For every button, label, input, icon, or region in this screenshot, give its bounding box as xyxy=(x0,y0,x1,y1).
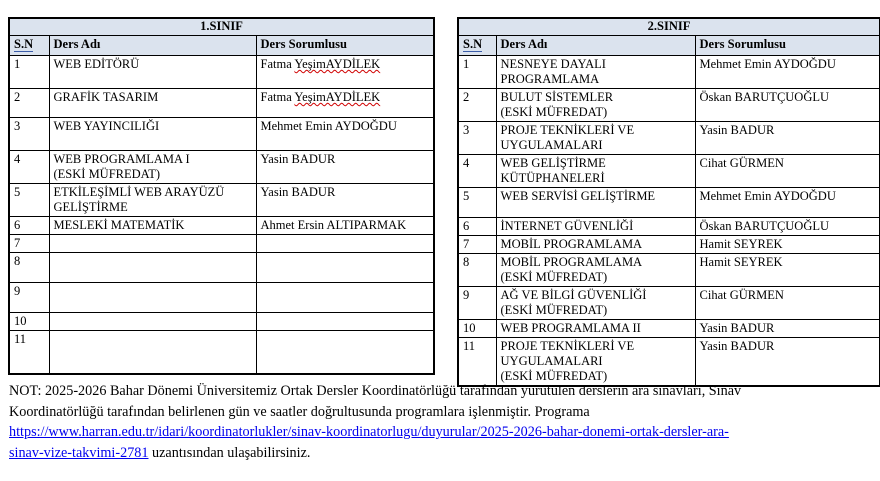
instructor-name: Hamit SEYREK xyxy=(699,255,783,269)
course-name-cell xyxy=(49,253,256,283)
column-header-course: Ders Adı xyxy=(496,36,695,56)
note-link-line-1 xyxy=(9,422,875,443)
course-name-cell xyxy=(496,320,695,338)
row-number: 2 xyxy=(463,90,470,104)
table-row xyxy=(458,188,880,218)
instructor-cell xyxy=(695,338,880,387)
course-name-line: (ESKİ MÜFREDAT) xyxy=(500,105,608,119)
table-body xyxy=(9,56,434,374)
note-paragraph xyxy=(9,381,875,463)
row-number-cell xyxy=(458,236,496,254)
instructor-name: Yasin BADUR xyxy=(699,123,775,137)
row-number: 6 xyxy=(463,219,470,233)
course-name-cell xyxy=(496,218,695,236)
table-row xyxy=(9,151,434,184)
table-row xyxy=(9,283,434,313)
course-name-line: WEB YAYINCILIĞI xyxy=(53,119,160,133)
table-row xyxy=(458,320,880,338)
course-name-cell xyxy=(496,338,695,387)
instructor-cell xyxy=(695,122,880,155)
course-name-cell xyxy=(49,313,256,331)
course-name-cell xyxy=(49,89,256,118)
course-name-line: BULUT SİSTEMLER xyxy=(500,90,614,104)
row-number-cell xyxy=(458,188,496,218)
table-2-sinif xyxy=(457,17,880,387)
row-number: 11 xyxy=(14,332,27,346)
course-name-line: PROJE TEKNİKLERİ VE xyxy=(500,123,635,137)
instructor-name: Ahmet Ersin ALTIPARMAK xyxy=(260,218,407,232)
row-number-cell xyxy=(9,89,49,118)
row-number: 9 xyxy=(14,284,21,298)
course-name-line: PROGRAMLAMA xyxy=(500,72,600,86)
instructor-cell xyxy=(256,118,434,151)
table-row xyxy=(458,338,880,387)
row-number: 9 xyxy=(463,288,470,302)
course-name-cell xyxy=(49,56,256,89)
row-number: 2 xyxy=(14,90,21,104)
instructor-cell xyxy=(256,331,434,374)
instructor-name: Cihat GÜRMEN xyxy=(699,156,784,170)
instructor-cell xyxy=(256,217,434,235)
row-number-cell xyxy=(9,151,49,184)
course-name-cell xyxy=(496,254,695,287)
row-number: 6 xyxy=(14,218,21,232)
instructor-name: Fatma xyxy=(260,90,295,104)
table-row xyxy=(9,89,434,118)
table-row xyxy=(458,287,880,320)
instructor-name: Yasin BADUR xyxy=(699,339,775,353)
note-text-line-1: NOT: 2025-2026 Bahar Dönemi Üniversitemiz Ortak Dersler Koordinatörlüğü tarafından yürütülen derslerin ara sınavları, Sınav xyxy=(9,383,742,399)
row-number-cell xyxy=(458,320,496,338)
table-row xyxy=(9,56,434,89)
row-number-cell xyxy=(458,338,496,387)
row-number: 3 xyxy=(463,123,470,137)
course-name-cell xyxy=(49,151,256,184)
course-name-line: (ESKİ MÜFREDAT) xyxy=(500,369,608,383)
instructor-name: Öskan BARUTÇUOĞLU xyxy=(699,90,830,104)
table-row xyxy=(9,118,434,151)
row-number-cell xyxy=(9,56,49,89)
course-name-line: GELİŞTİRME xyxy=(53,200,128,214)
instructor-name: Öskan BARUTÇUOĞLU xyxy=(699,219,830,233)
row-number: 3 xyxy=(14,119,21,133)
announcement-link[interactable]: https://www.harran.edu.tr/idari/koordinatorlukler/sinav-koordinatorlugu/duyurular/2025-2026-bahar-donemi-ortak-dersler-ara- xyxy=(9,424,729,440)
course-name-line: (ESKİ MÜFREDAT) xyxy=(53,167,161,181)
instructor-name-misspelled: YeşimAYDİLEK xyxy=(294,57,381,71)
table-title: 2.SINIF xyxy=(458,18,880,36)
instructor-cell xyxy=(256,184,434,217)
row-number: 1 xyxy=(14,57,21,71)
row-number-cell xyxy=(458,56,496,89)
instructor-cell xyxy=(695,320,880,338)
announcement-link[interactable]: sinav-vize-takvimi-2781 xyxy=(9,444,149,461)
course-name-line: WEB SERVİSİ GELİŞTİRME xyxy=(500,189,656,203)
row-number-cell xyxy=(9,283,49,313)
row-number: 8 xyxy=(463,255,470,269)
table-row xyxy=(458,155,880,188)
table-row xyxy=(458,56,880,89)
course-name-line: KÜTÜPHANELERİ xyxy=(500,171,605,185)
instructor-name: Mehmet Emin AYDOĞDU xyxy=(699,189,836,203)
instructor-name: Hamit SEYREK xyxy=(699,237,783,251)
row-number: 5 xyxy=(14,185,21,199)
table-row xyxy=(458,254,880,287)
instructor-cell xyxy=(256,283,434,313)
table-row xyxy=(9,217,434,235)
table-row xyxy=(458,236,880,254)
row-number: 5 xyxy=(463,189,470,203)
instructor-name: Yasin BADUR xyxy=(260,152,336,166)
row-number-cell xyxy=(9,118,49,151)
instructor-name: Mehmet Emin AYDOĞDU xyxy=(699,57,836,71)
table-1-sinif xyxy=(8,17,435,375)
row-number-cell xyxy=(9,217,49,235)
course-name-line: WEB PROGRAMLAMA II xyxy=(500,321,641,335)
course-name-line: (ESKİ MÜFREDAT) xyxy=(500,303,608,317)
table-row xyxy=(458,122,880,155)
table-row xyxy=(458,218,880,236)
row-number: 7 xyxy=(14,236,21,250)
column-header-instructor: Ders Sorumlusu xyxy=(695,36,880,56)
course-name-line: MOBİL PROGRAMLAMA xyxy=(500,255,643,269)
row-number: 7 xyxy=(463,237,470,251)
instructor-name: Yasin BADUR xyxy=(260,185,336,199)
sn-label: S.N xyxy=(14,37,34,51)
instructor-cell xyxy=(695,89,880,122)
table-row xyxy=(9,235,434,253)
instructor-cell xyxy=(695,188,880,218)
note-link-line-2 xyxy=(9,443,875,464)
instructor-name-misspelled: YeşimAYDİLEK xyxy=(294,90,381,104)
table-title: 1.SINIF xyxy=(9,18,434,36)
instructor-cell xyxy=(695,56,880,89)
course-name-line: MOBİL PROGRAMLAMA xyxy=(500,237,643,251)
table-row xyxy=(9,313,434,331)
column-header-course: Ders Adı xyxy=(49,36,256,56)
course-name-cell xyxy=(49,331,256,374)
table-title-row xyxy=(9,18,434,36)
row-number-cell xyxy=(9,235,49,253)
row-number-cell xyxy=(458,122,496,155)
row-number: 10 xyxy=(14,314,27,328)
instructor-cell xyxy=(256,56,434,89)
row-number-cell xyxy=(9,184,49,217)
course-name-line: NESNEYE DAYALI xyxy=(500,57,606,71)
course-name-cell xyxy=(49,118,256,151)
row-number: 4 xyxy=(14,152,21,166)
course-name-line: (ESKİ MÜFREDAT) xyxy=(500,270,608,284)
course-name-cell xyxy=(496,56,695,89)
course-name-cell xyxy=(496,155,695,188)
row-number: 4 xyxy=(463,156,470,170)
table-header-row xyxy=(9,36,434,56)
course-name-cell xyxy=(496,287,695,320)
table-body xyxy=(458,56,880,387)
course-name-line: MESLEKİ MATEMATİK xyxy=(53,218,185,232)
course-name-line: WEB GELİŞTİRME xyxy=(500,156,606,170)
row-number: 8 xyxy=(14,254,21,268)
course-name-cell xyxy=(49,235,256,253)
row-number-cell xyxy=(458,287,496,320)
course-name-cell xyxy=(49,217,256,235)
course-name-line: ETKİLEŞİMLİ WEB ARAYÜZÜ xyxy=(53,185,225,199)
row-number-cell xyxy=(458,254,496,287)
row-number-cell xyxy=(458,155,496,188)
table-row xyxy=(9,184,434,217)
row-number-cell xyxy=(9,331,49,374)
row-number: 11 xyxy=(463,339,476,353)
table-row xyxy=(9,331,434,374)
course-name-cell xyxy=(496,236,695,254)
column-header-sn xyxy=(9,36,49,56)
course-name-line: UYGULAMALARI xyxy=(500,354,603,368)
instructor-cell xyxy=(256,235,434,253)
course-name-line: İNTERNET GÜVENLİĞİ xyxy=(500,219,634,233)
course-name-line: WEB EDİTÖRÜ xyxy=(53,57,140,71)
course-name-line: WEB PROGRAMLAMA I xyxy=(53,152,190,166)
column-header-instructor: Ders Sorumlusu xyxy=(256,36,434,56)
table-title-row xyxy=(458,18,880,36)
row-number-cell xyxy=(9,313,49,331)
instructor-name: Yasin BADUR xyxy=(699,321,775,335)
note-tail-text: uzantısından ulaşabilirsiniz. xyxy=(148,444,311,461)
course-name-cell xyxy=(496,188,695,218)
tables-row xyxy=(8,17,880,387)
instructor-cell xyxy=(695,155,880,188)
course-name-cell xyxy=(49,283,256,313)
course-name-cell xyxy=(496,89,695,122)
table-header-row xyxy=(458,36,880,56)
note-text-line-2: Koordinatörlüğü tarafından belirlenen gün ve saatler doğrultusunda programlara işlenmiştir. Programa xyxy=(9,403,590,420)
course-name-line: AĞ VE BİLGİ GÜVENLİĞİ xyxy=(500,288,647,302)
row-number-cell xyxy=(458,218,496,236)
instructor-name: Cihat GÜRMEN xyxy=(699,288,784,302)
course-name-line: PROJE TEKNİKLERİ VE xyxy=(500,339,635,353)
row-number-cell xyxy=(9,253,49,283)
instructor-cell xyxy=(256,151,434,184)
sn-label: S.N xyxy=(463,37,483,51)
table-row xyxy=(9,253,434,283)
course-name-line: UYGULAMALARI xyxy=(500,138,603,152)
instructor-cell xyxy=(695,254,880,287)
row-number: 1 xyxy=(463,57,470,71)
instructor-name: Fatma xyxy=(260,57,295,71)
row-number: 10 xyxy=(463,321,476,335)
row-number-cell xyxy=(458,89,496,122)
course-name-line: GRAFİK TASARIM xyxy=(53,90,159,104)
column-header-sn xyxy=(458,36,496,56)
instructor-cell xyxy=(695,236,880,254)
course-name-cell xyxy=(496,122,695,155)
table-row xyxy=(458,89,880,122)
instructor-cell xyxy=(695,218,880,236)
instructor-cell xyxy=(256,313,434,331)
instructor-cell xyxy=(256,89,434,118)
course-name-cell xyxy=(49,184,256,217)
instructor-cell xyxy=(256,253,434,283)
instructor-cell xyxy=(695,287,880,320)
instructor-name: Mehmet Emin AYDOĞDU xyxy=(260,119,397,133)
